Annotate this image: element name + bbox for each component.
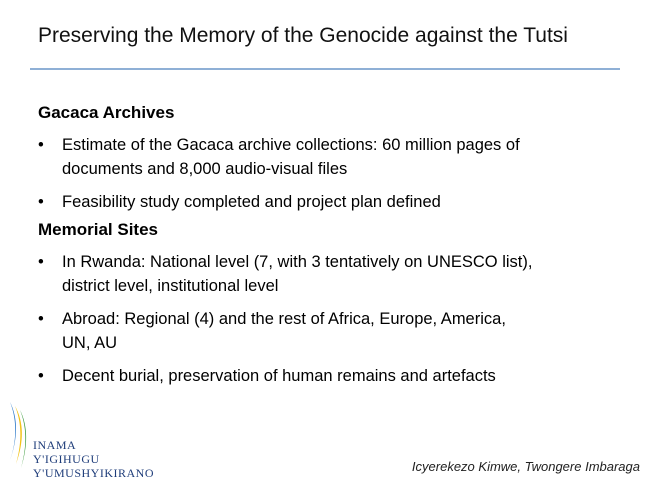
bullet-item bbox=[38, 250, 618, 298]
section-heading-gacaca-archives: Gacaca Archives bbox=[38, 103, 175, 122]
bullet-item bbox=[38, 307, 618, 355]
bullet-item bbox=[38, 364, 618, 388]
bullet-icon: • bbox=[38, 193, 44, 211]
footer-tagline: Icyerekezo Kimwe, Twongere Imbaraga bbox=[411, 459, 640, 474]
bullet-line: UN, AU bbox=[62, 334, 118, 352]
bullet-line: Estimate of the Gacaca archive collections: 60 million pages of bbox=[62, 136, 520, 154]
logo-swoosh-icon bbox=[6, 400, 32, 482]
logo-line-1: INAMA bbox=[33, 438, 77, 452]
bullet-line: Decent burial, preservation of human remains and artefacts bbox=[62, 367, 496, 385]
bullet-line: In Rwanda: National level (7, with 3 tentatively on UNESCO list), bbox=[62, 253, 533, 271]
logo-line-3: Y'UMUSHYIKIRANO bbox=[33, 466, 154, 480]
bullet-item bbox=[38, 190, 618, 214]
bullet-line: district level, institutional level bbox=[62, 277, 279, 295]
bullet-icon: • bbox=[38, 253, 44, 271]
bullet-icon: • bbox=[38, 367, 44, 385]
bullet-list-gacaca-archives bbox=[38, 133, 618, 214]
slide-content bbox=[38, 102, 618, 397]
logo bbox=[6, 400, 166, 482]
bullet-icon: • bbox=[38, 310, 44, 328]
bullet-line: documents and 8,000 audio-visual files bbox=[62, 160, 348, 178]
bullet-line: Abroad: Regional (4) and the rest of Africa, Europe, America, bbox=[62, 310, 506, 328]
logo-line-2: Y'IGIHUGU bbox=[33, 452, 100, 466]
slide-title: Preserving the Memory of the Genocide against the Tutsi bbox=[38, 24, 568, 47]
bullet-list-memorial-sites bbox=[38, 250, 618, 388]
bullet-item bbox=[38, 133, 618, 181]
bullet-icon: • bbox=[38, 136, 44, 154]
title-divider bbox=[30, 68, 620, 70]
bullet-line: Feasibility study completed and project plan defined bbox=[62, 193, 441, 211]
section-heading-memorial-sites: Memorial Sites bbox=[38, 220, 158, 239]
